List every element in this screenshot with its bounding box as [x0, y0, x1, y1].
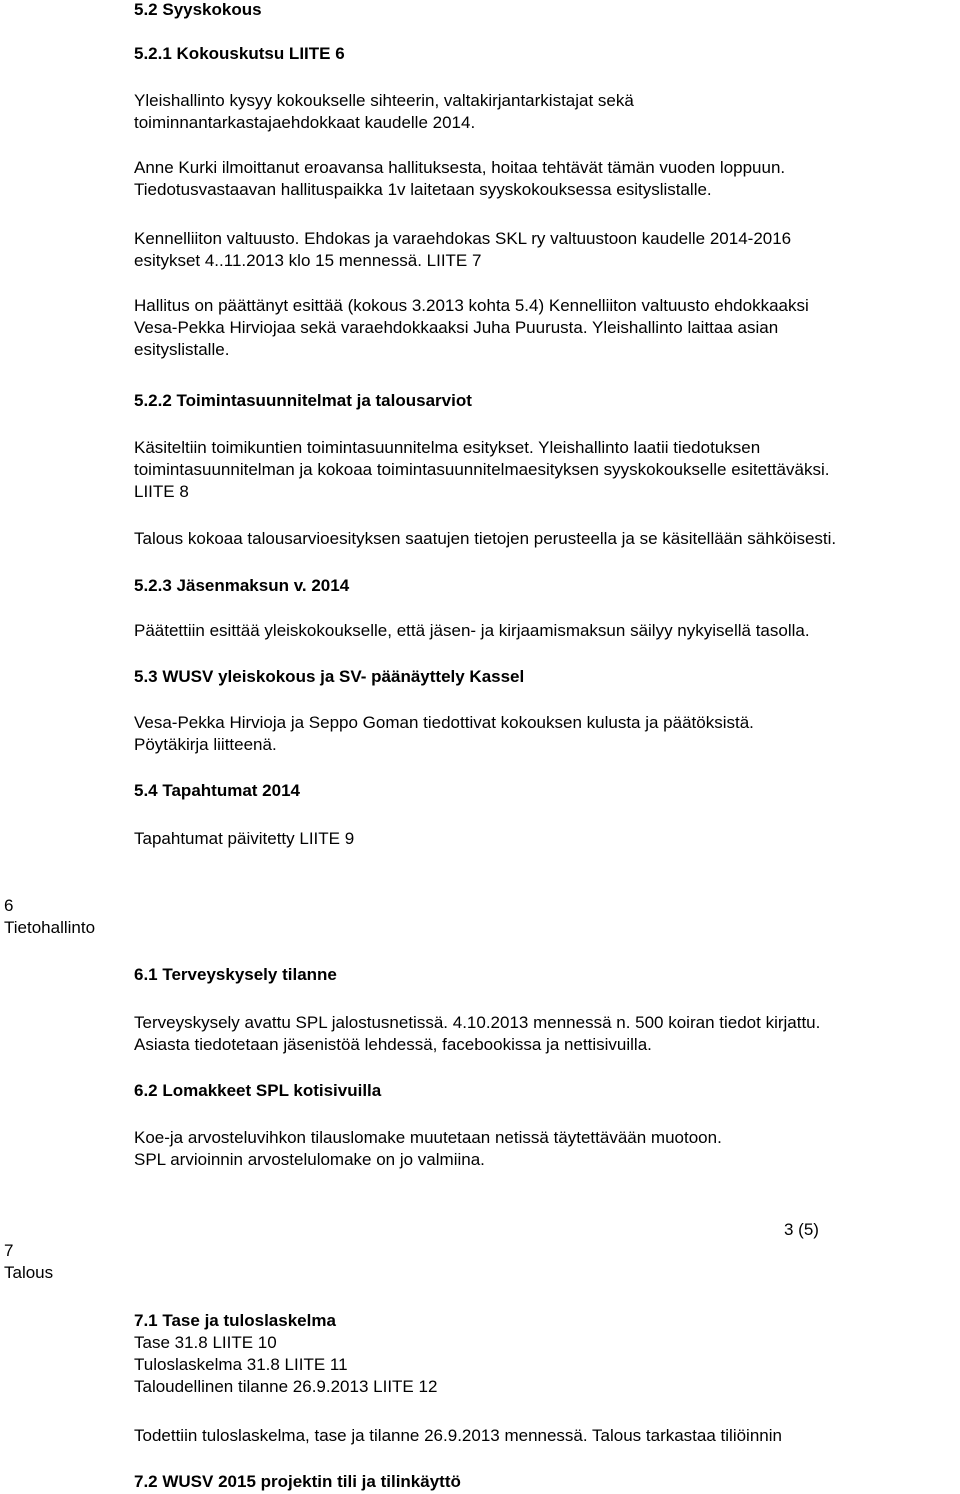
text-line: Vesa-Pekka Hirvioja ja Seppo Goman tiedottivat kokouksen kulusta ja päätöksistä.	[134, 713, 754, 732]
paragraph-action-plans	[134, 437, 829, 503]
text-line: Vesa-Pekka Hirviojaa sekä varaehdokkaaksi Juha Puurusta. Yleishallinto laittaa asian	[134, 318, 779, 337]
text-line: Kennelliiton valtuusto. Ehdokas ja varaehdokas SKL ry valtuustoon kaudelle 2014-2016	[134, 229, 792, 248]
text-line: Terveyskysely avattu SPL jalostusnetissä. 4.10.2013 mennessä n. 500 koiran tiedot kirjattu.	[134, 1013, 821, 1032]
paragraph-wusv	[134, 712, 754, 756]
paragraph-council	[134, 228, 791, 272]
paragraph-financial-review: Todettiin tuloslaskelma, tase ja tilanne 26.9.2013 mennessä. Talous tarkastaa tiliöinnin	[134, 1426, 782, 1445]
section-5-2-heading: 5.2 Syyskokous	[134, 0, 262, 19]
section-7-1-heading: 7.1 Tase ja tuloslaskelma	[134, 1311, 336, 1330]
list-item: Taloudellinen tilanne 26.9.2013 LIITE 12	[134, 1377, 438, 1396]
paragraph-resignation	[134, 157, 785, 201]
section-6-2-heading: 6.2 Lomakkeet SPL kotisivuilla	[134, 1081, 382, 1100]
section-7-heading	[4, 1240, 53, 1284]
section-5-4-heading: 5.4 Tapahtumat 2014	[134, 781, 300, 800]
section-6-heading	[4, 895, 95, 939]
section-5-2-3-heading: 5.2.3 Jäsenmaksun v. 2014	[134, 576, 350, 595]
text-line: Käsiteltiin toimikuntien toimintasuunnitelma esitykset. Yleishallinto laatii tiedotuksen	[134, 438, 761, 457]
section-title: Talous	[4, 1263, 54, 1282]
section-number: 6	[4, 896, 14, 915]
page-number: 3 (5)	[784, 1220, 819, 1239]
section-5-2-2-heading: 5.2.2 Toimintasuunnitelmat ja talousarviot	[134, 391, 472, 410]
paragraph-budget: Talous kokoaa talousarvioesityksen saatujen tietojen perusteella ja se käsitellään sähköisesti.	[134, 529, 837, 548]
text-line: toiminnantarkastajaehdokkaat kaudelle 2014.	[134, 113, 476, 132]
section-5-3-heading: 5.3 WUSV yleiskokous ja SV- päänäyttely Kassel	[134, 667, 525, 686]
text-line: Pöytäkirja liitteenä.	[134, 735, 277, 754]
paragraph-membership-fee: Päätettiin esittää yleiskokoukselle, että jäsen- ja kirjaamismaksun säilyy nykyisellä tasolla.	[134, 621, 810, 640]
text-line: Tiedotusvastaavan hallituspaikka 1v laitetaan syyskokouksessa esityslistalle.	[134, 180, 712, 199]
list-item: Tase 31.8 LIITE 10	[134, 1333, 277, 1352]
text-line: LIITE 8	[134, 482, 189, 501]
text-line: toimintasuunnitelman ja kokoaa toimintasuunnitelmaesityksen syyskokoukselle esitettäväksi.	[134, 460, 830, 479]
text-line: esityslistalle.	[134, 340, 230, 359]
paragraph-forms	[134, 1127, 722, 1171]
text-line: esitykset 4..11.2013 klo 15 mennessä. LIITE 7	[134, 251, 482, 270]
section-5-2-1-heading: 5.2.1 Kokouskutsu LIITE 6	[134, 44, 345, 63]
section-title: Tietohallinto	[4, 918, 96, 937]
section-6-1-heading: 6.1 Terveyskysely tilanne	[134, 965, 337, 984]
text-line: Anne Kurki ilmoittanut eroavansa hallituksesta, hoitaa tehtävät tämän vuoden loppuun.	[134, 158, 786, 177]
finance-list	[134, 1332, 437, 1398]
section-7-2-heading: 7.2 WUSV 2015 projektin tili ja tilinkäyttö	[134, 1472, 461, 1491]
paragraph-board-decision	[134, 295, 809, 361]
section-number: 7	[4, 1241, 14, 1260]
paragraph-secretary	[134, 90, 634, 134]
paragraph-health-survey	[134, 1012, 820, 1056]
text-line: SPL arvioinnin arvostelulomake on jo valmiina.	[134, 1150, 485, 1169]
list-item: Tuloslaskelma 31.8 LIITE 11	[134, 1355, 348, 1374]
text-line: Asiasta tiedotetaan jäsenistöä lehdessä, facebookissa ja nettisivuilla.	[134, 1035, 652, 1054]
text-line: Yleishallinto kysyy kokoukselle sihteerin, valtakirjantarkistajat sekä	[134, 91, 634, 110]
text-line: Hallitus on päättänyt esittää (kokous 3.2013 kohta 5.4) Kennelliiton valtuusto ehdokkaaksi	[134, 296, 809, 315]
text-line: Koe-ja arvosteluvihkon tilauslomake muutetaan netissä täytettävään muotoon.	[134, 1128, 722, 1147]
paragraph-events: Tapahtumat päivitetty LIITE 9	[134, 829, 355, 848]
